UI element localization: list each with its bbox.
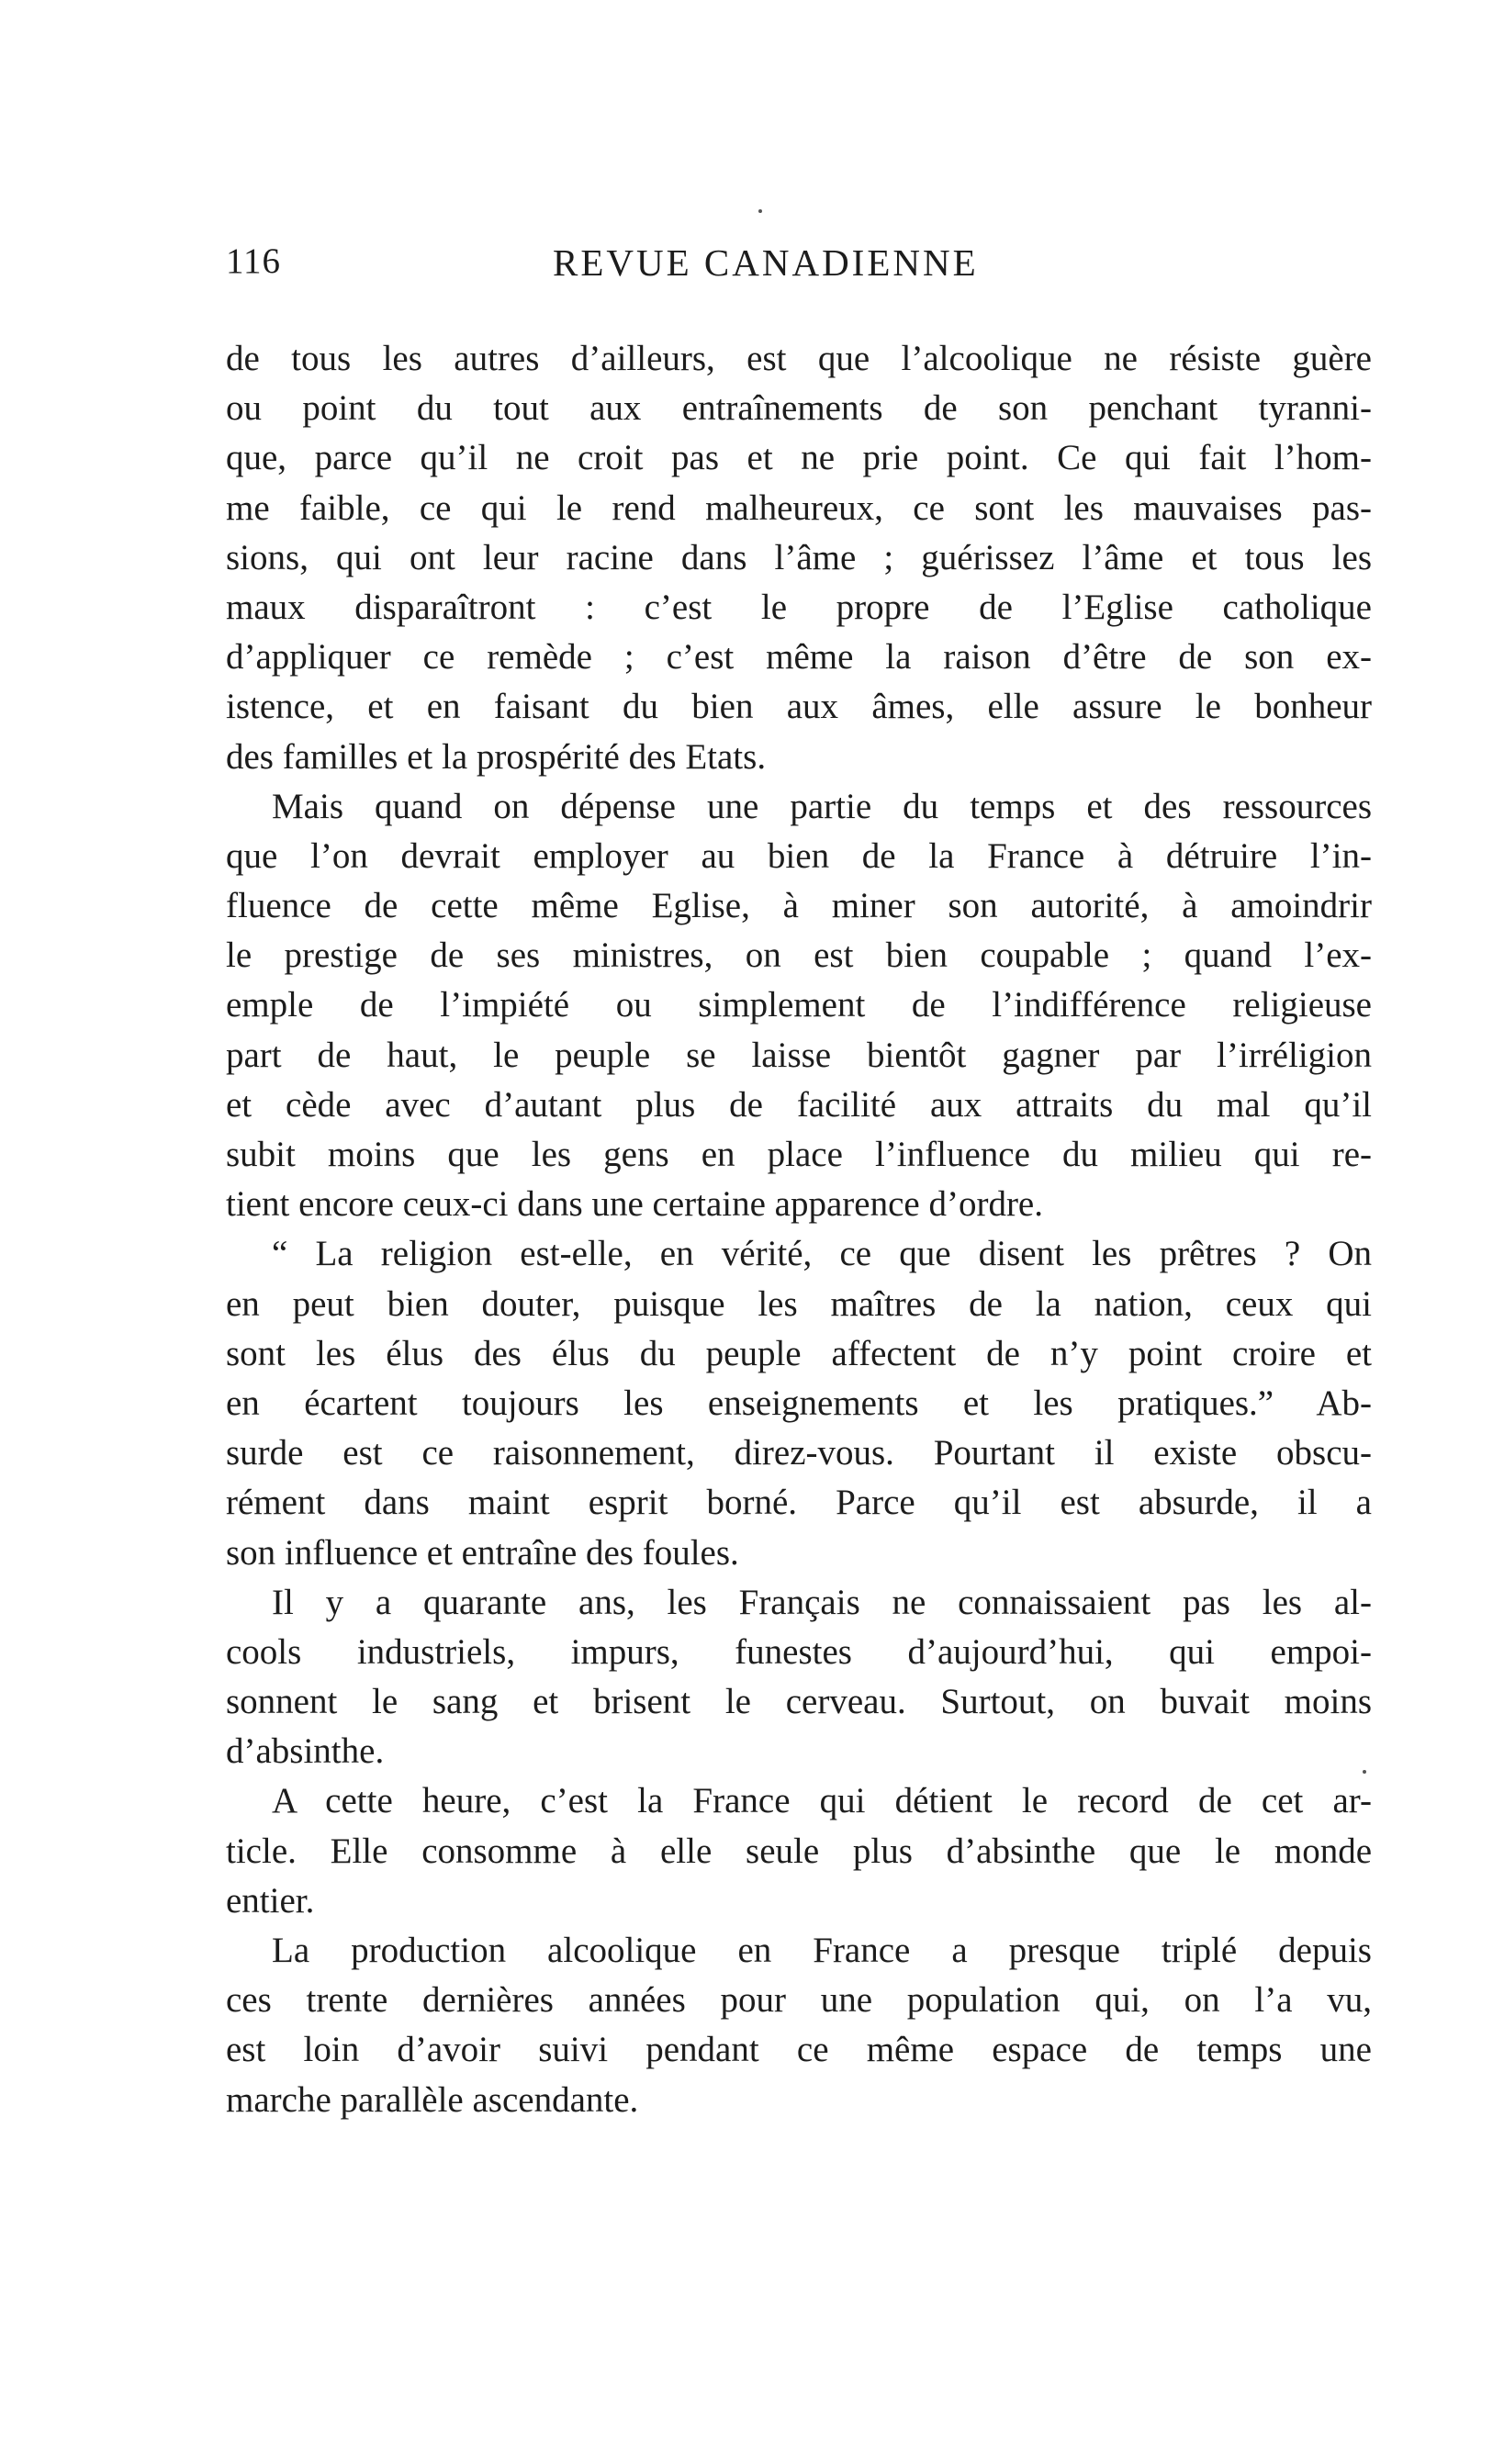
page-number: 116 bbox=[226, 241, 282, 281]
page-header bbox=[226, 231, 1372, 286]
text-line: tient encore ceux-ci dans une certaine apparence d’ordre. bbox=[226, 1184, 1043, 1225]
text-line: ticle. Elle consomme à elle seule plus d’absinthe que le monde bbox=[226, 1831, 1372, 1871]
text-line: maux disparaîtront : c’est le propre de l’Eglise catholique bbox=[226, 587, 1372, 627]
text-line: part de haut, le peuple se laisse bientôt gagner par l’irréligion bbox=[226, 1035, 1372, 1075]
text-line: sonnent le sang et brisent le cerveau. Surtout, on buvait moins bbox=[226, 1682, 1372, 1722]
text-line: que, parce qu’il ne croit pas et ne prie point. Ce qui fait l’hom- bbox=[226, 438, 1372, 478]
text-line: sont les élus des élus du peuple affectent de n’y point croire et bbox=[226, 1333, 1372, 1373]
text-line: La production alcoolique en France a presque triplé depuis bbox=[272, 1931, 1372, 1970]
paragraph bbox=[226, 1229, 1372, 1577]
text-line: de tous les autres d’ailleurs, est que l’alcoolique ne résiste guère bbox=[226, 339, 1372, 378]
text-line: d’absinthe. bbox=[226, 1731, 385, 1772]
text-line: subit moins que les gens en place l’influence du milieu qui re- bbox=[226, 1135, 1372, 1174]
text-line: emple de l’impiété ou simplement de l’indifférence religieuse bbox=[226, 985, 1372, 1025]
paragraph bbox=[226, 782, 1372, 1230]
text-line: ces trente dernières années pour une population qui, on l’a vu, bbox=[226, 1980, 1372, 2021]
text-line: surde est ce raisonnement, direz-vous. Pourtant il existe obscu- bbox=[226, 1433, 1372, 1473]
text-line: entier. bbox=[226, 1880, 315, 1921]
paragraph bbox=[226, 334, 1372, 782]
body-text bbox=[226, 334, 1372, 2125]
print-speck bbox=[758, 209, 762, 213]
text-line: Mais quand on dépense une partie du temps et des ressources bbox=[272, 786, 1372, 826]
text-line: fluence de cette même Eglise, à miner son autorité, à amoindrir bbox=[226, 886, 1372, 926]
text-line: sions, qui ont leur racine dans l’âme ; guérissez l’âme et tous les bbox=[226, 537, 1372, 577]
paragraph bbox=[226, 1926, 1372, 2125]
text-line: istence, et en faisant du bien aux âmes, elle assure le bonheur bbox=[226, 687, 1372, 727]
text-line: d’appliquer ce remède ; c’est même la raison d’être de son ex- bbox=[226, 637, 1372, 678]
text-line: marche parallèle ascendante. bbox=[226, 2079, 639, 2120]
text-line: cools industriels, impurs, funestes d’aujourd’hui, qui empoi- bbox=[226, 1631, 1372, 1672]
text-line: et cède avec d’autant plus de facilité aux attraits du mal qu’il bbox=[226, 1084, 1372, 1125]
text-line: son influence et entraîne des foules. bbox=[226, 1532, 739, 1573]
paragraph bbox=[226, 1578, 1372, 1777]
text-line: que l’on devrait employer au bien de la France à détruire l’in- bbox=[226, 835, 1372, 876]
text-line: ou point du tout aux entraînements de son penchant tyranni- bbox=[226, 388, 1372, 429]
text-line: en écartent toujours les enseignements et les pratiques.” Ab- bbox=[226, 1383, 1372, 1423]
text-line: “ La religion est-elle, en vérité, ce que disent les prêtres ? On bbox=[272, 1234, 1372, 1274]
text-line: me faible, ce qui le rend malheureux, ce sont les mauvaises pas- bbox=[226, 487, 1372, 528]
text-line: est loin d’avoir suivi pendant ce même espace de temps une bbox=[226, 2030, 1372, 2070]
text-line: le prestige de ses ministres, on est bien coupable ; quand l’ex- bbox=[226, 935, 1372, 976]
text-line: rément dans maint esprit borné. Parce qu’il est absurde, il a bbox=[226, 1483, 1372, 1523]
text-line: A cette heure, c’est la France qui détient le record de cet ar- bbox=[272, 1781, 1372, 1821]
running-title: REVUE CANADIENNE bbox=[553, 241, 979, 284]
paragraph bbox=[226, 1776, 1372, 1926]
text-line: des familles et la prospérité des Etats. bbox=[226, 736, 767, 777]
text-line: en peut bien douter, puisque les maîtres de la nation, ceux qui bbox=[226, 1283, 1372, 1324]
text-line: Il y a quarante ans, les Français ne connaissaient pas les al- bbox=[272, 1582, 1372, 1622]
